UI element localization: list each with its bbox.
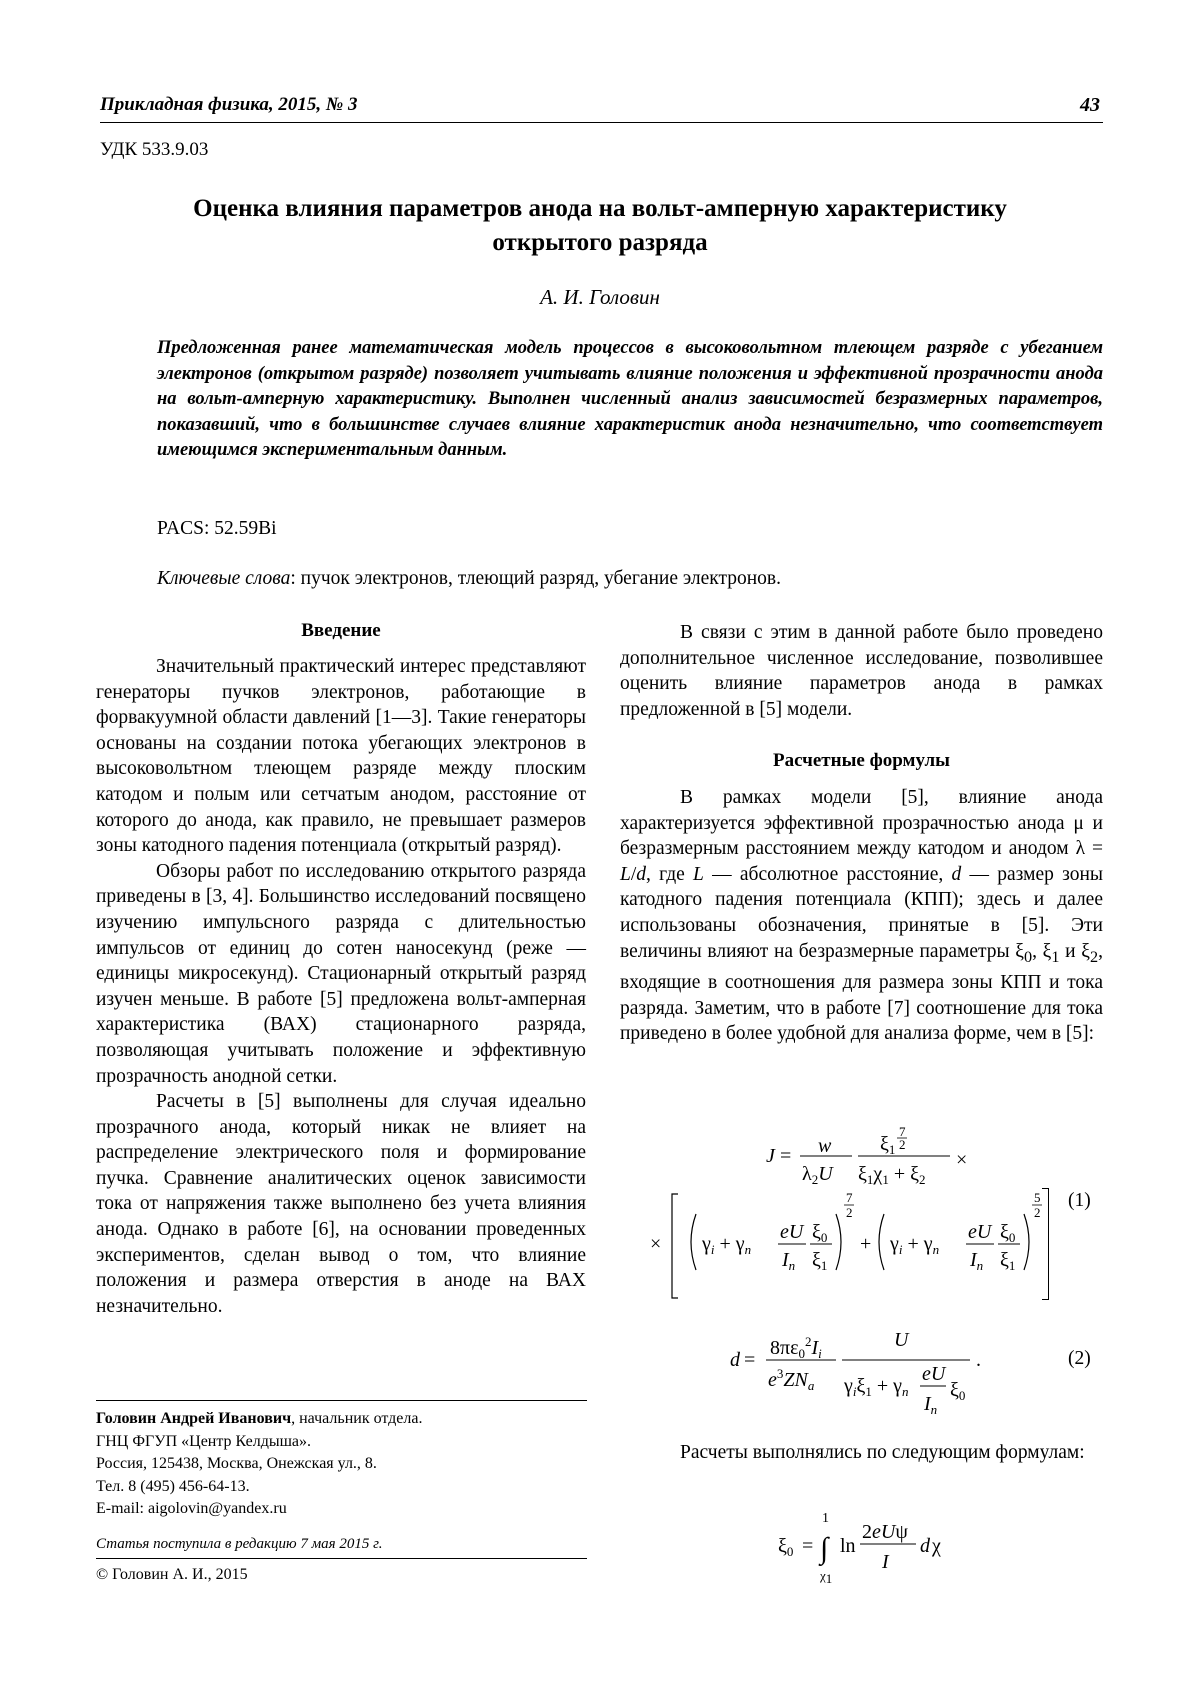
udk-code: УДК 533.9.03 [100, 139, 209, 160]
footnote-position: , начальник отдела. [291, 1410, 423, 1427]
svg-text:8πε02Ii: $8\pi\varepsilon_0^2I_i$ [770, 1334, 822, 1361]
paper-title [100, 192, 1100, 260]
svg-text:=: = [744, 1349, 756, 1371]
svg-text:γi + γn: $\gamma_i + \gamma_n$ [702, 1233, 752, 1257]
svg-text:+: + [860, 1233, 872, 1255]
svg-text:7: 7 [846, 1190, 853, 1205]
footnote-author-line [96, 1408, 587, 1431]
footnote-address: Россия, 125438, Москва, Онежская ул., 8. [96, 1455, 377, 1472]
svg-text:I: I [882, 1551, 889, 1573]
right-paragraph-2: В рамках модели [5], влияние анода характеризуется эффективной прозрачностью анода μ и безразмерным расстоянием между катодом и анодом λ = L/d, где L — абсолютное расстояние, d — размер зоны катодного падения потенциала (КПП); здесь и далее использованы обозначения, принятые в [5]. Эти величины влияют на безразмерные параметры $\xi_0$, $\xi_1$ и $\xi_2$, входящие в соотношения для размера зоны КПП и тока разряда. Заметим, что в работе [7] соотношение для тока приведено в более удобной для анализа форме, чем в [5]: [620, 787, 1103, 1045]
page-number: 43 [1080, 94, 1100, 116]
svg-text:χ1: χ1 [820, 1568, 833, 1586]
svg-text:2: 2 [1034, 1205, 1041, 1220]
svg-text:=: = [802, 1535, 814, 1557]
footnote-phone: Тел. 8 (495) 456-64-13. [96, 1477, 250, 1495]
section-heading-introduction: Введение [301, 620, 381, 641]
eq1-line1 [766, 1124, 967, 1187]
svg-text:∫: ∫ [820, 1532, 829, 1565]
abstract: Предложенная ранее математическая модель процессов в высоковольтном тлеющем разряде с убеганием электронов (открытом разряде) позволяет учитывать влияние положения и эффективной прозрачности анода на вольт-амперную характеристику. Выполнен численный анализ зависимостей безразмерных параметров, показавший, что в большинстве случаев влияние характеристик анода незначительно, что соответствует имеющимся экспериментальным данным. [157, 338, 1103, 461]
svg-text:ξ1: $\xi_1$ [812, 1249, 828, 1273]
svg-text:λ2U: $\lambda_2U$ [802, 1163, 833, 1187]
title-line-2: открытого разряда [492, 229, 708, 256]
svg-text:=: = [780, 1145, 792, 1167]
equation-2 [620, 1310, 1020, 1420]
intro-paragraph-3: Расчеты в [5] выполнены для случая идеально прозрачного анода, который никак не влияет на распределение электрического поля и формирование пучка. Сравнение аналитических оценок зависимости тока от напряжения также выполнено без учета влияния анода. Однако в работе [6], на основании проведенных экспериментов, сделан вывод о том, что влияние положения и размера отверстия в аноде на ВАХ незначительно. [96, 1091, 586, 1317]
svg-text:2: 2 [846, 1205, 853, 1220]
section-heading-formulas: Расчетные формулы [773, 750, 950, 771]
received-date: Статья поступила в редакцию 7 мая 2015 г. [96, 1536, 383, 1552]
svg-text:1: 1 [822, 1511, 829, 1526]
svg-text:ξ0: $\xi_0$ [778, 1535, 794, 1559]
svg-text:5: 5 [1034, 1190, 1041, 1205]
right-paragraph-3: Расчеты выполнялись по следующим формулам: [680, 1442, 1085, 1463]
copyright: © Головин А. И., 2015 [96, 1566, 248, 1583]
keywords [157, 568, 781, 590]
svg-text:×: × [650, 1233, 662, 1255]
svg-text:eU: eU [922, 1363, 946, 1385]
svg-text:2eUψ: 2eUψ [862, 1521, 908, 1543]
footnote-org: ГНЦ ФГУП «Центр Келдыша». [96, 1432, 311, 1450]
left-column-text [96, 654, 586, 1319]
equation-1-number: (1) [1068, 1190, 1091, 1211]
keywords-label: Ключевые слова [157, 568, 291, 589]
svg-text:U: U [894, 1329, 909, 1351]
intro-paragraph-2: Обзоры работ по исследованию открытого разряда приведены в [3, 4]. Большинство исследований посвящено изучению импульсного разряда с длительностью импульсов от единиц до сотен наносекунд (реже — единицы микросекунд). Стационарный открытый разряд изучен меньше. В работе [5] предложена вольт-амперная характеристика (ВАХ) стационарного разряда, позволяющая учитывать положение и эффективную прозрачность анодной сетки. [96, 860, 586, 1087]
svg-text:χ: χ [932, 1535, 941, 1557]
svg-text:In: $I_n$ [782, 1249, 796, 1273]
eq1-right-bracket [1042, 1188, 1049, 1300]
footnote-rule-top [96, 1400, 587, 1401]
footnote-email: E-mail: aigolovin@yandex.ru [96, 1500, 287, 1517]
footnote-rule-bottom [96, 1558, 587, 1559]
svg-text:ξ0: $\xi_0$ [812, 1221, 828, 1245]
svg-text:ξ0: $\xi_0$ [950, 1379, 966, 1403]
footnote-author-name: Головин Андрей Иванович [96, 1410, 292, 1427]
svg-text:In: $I_n$ [924, 1393, 938, 1417]
equation-integral [760, 1500, 980, 1590]
svg-text:w: w [818, 1135, 832, 1157]
pacs-code: PACS: 52.59Bi [157, 518, 277, 539]
svg-text:d: d [730, 1349, 740, 1371]
svg-text:2: 2 [899, 1137, 906, 1152]
svg-text:γiξ1 + γn: $\gamma_i\xi_1 + \gamma_n$ [844, 1375, 909, 1399]
title-line-1: Оценка влияния параметров анода на вольт-амперную характеристику [193, 195, 1007, 222]
svg-text:×: × [956, 1149, 968, 1171]
svg-text:J: J [766, 1145, 775, 1167]
equation-1 [620, 1110, 1050, 1310]
svg-text:ξ0: $\xi_0$ [1000, 1221, 1016, 1245]
svg-text:ln: ln [840, 1535, 856, 1557]
header-rule [100, 122, 1103, 123]
keywords-text: : пучок электронов, тлеющий разряд, убегание электронов. [290, 568, 782, 589]
intro-paragraph-1: Значительный практический интерес представляют генераторы пучков электронов, работающие в форвакуумной области давлений [1—3]. Такие генераторы основаны на создании потока убегающих электронов в высоковольтном тлеющем разряде между плоским катодом и полым или сетчатым анодом, расстояние от которого до анода, как правило, не превышает размеров зоны катодного падения потенциала (открытый разряд). [96, 656, 586, 857]
equation-2-number: (2) [1068, 1348, 1091, 1369]
author-name: А. И. Головин [540, 285, 660, 309]
right-paragraph-1: В связи с этим в данной работе было проведено дополнительное численное исследование, позволившее оценить влияние параметров анода в рамках предложенной в [5] модели. [620, 622, 1103, 720]
svg-text:.: . [976, 1349, 981, 1371]
author-footnote [96, 1408, 587, 1521]
svg-text:γi + γn: $\gamma_i + \gamma_n$ [890, 1233, 940, 1257]
eq1-line2 [650, 1190, 1042, 1298]
svg-text:ξ1: $\xi_1$ [880, 1133, 896, 1157]
svg-text:7: 7 [899, 1124, 906, 1139]
svg-text:ξ1χ1 + ξ2: $\xi_1\chi_1 + \xi_2$ [858, 1163, 926, 1187]
svg-text:e3ZNa: $e^3ZN_a$ [768, 1366, 815, 1393]
svg-text:eU: eU [968, 1221, 992, 1243]
svg-text:eU: eU [780, 1221, 804, 1243]
svg-text:d: d [920, 1535, 930, 1557]
svg-text:In: $I_n$ [970, 1249, 984, 1273]
svg-text:ξ1: $\xi_1$ [1000, 1249, 1016, 1273]
journal-header: Прикладная физика, 2015, № 3 [100, 94, 358, 115]
